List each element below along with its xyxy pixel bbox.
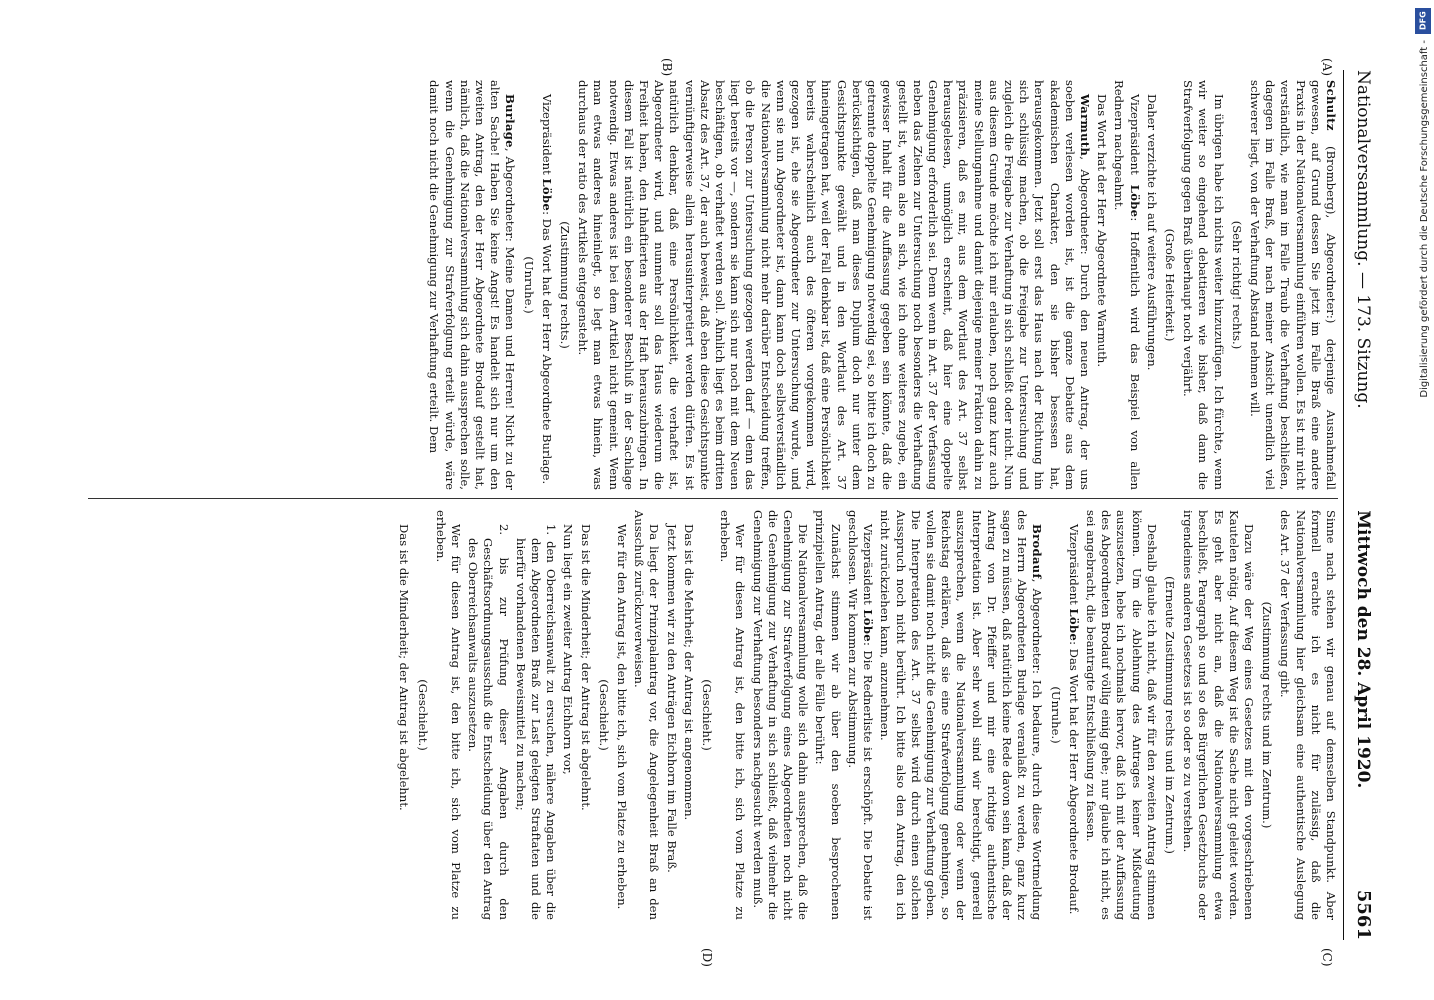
motion-item xyxy=(465,510,511,920)
page-header xyxy=(1348,70,1374,940)
paragraph-prefix: Vizepräsident xyxy=(861,524,876,610)
paragraph-text: Nun liegt ein zweiter Antrag Eichhorn vor, xyxy=(561,524,576,775)
paragraph xyxy=(845,510,875,920)
digitization-note: Digitalisierung gefördert durch die Deutsche Forschungsgemeinschaft - xyxy=(1419,40,1430,398)
paragraph xyxy=(539,80,554,490)
paragraph-text: Im übrigen habe ich nichts weiter hinzuzufügen. Ich fürchte, wenn wir weiter so eingehend debattieren wie bisher, daß dann die Strafverfolgung gegen Braß überhaupt noch verjährt. xyxy=(1181,80,1226,490)
paragraph-text: Das ist die Mehrheit; der Antrag ist angenommen. xyxy=(681,524,696,821)
interjection xyxy=(1047,510,1062,920)
speaker-name: Löbe xyxy=(861,609,876,642)
header-title: Nationalversammlung. — 173. Sitzung. xyxy=(1353,70,1373,409)
paragraph-text: , Abgeordneter: Meine Damen und Herren! Nicht zu der alten Sache! Haben Sie keine Angst! Es handelt sich nur um den zweiten Antrag, den der Herr Abgeordnete Brodauf gestellt hat, nämlich, daß die Nationalversammlung sich dahin aussprechen solle, wenn die Genehmigung zur Strafverfolgung erteilt würde, wäre damit noch nicht die Genehmigung zur Verhaftung erteilt. Dem xyxy=(427,80,518,490)
paragraph-text: : Das Wort hat der Herr Abgeordnete Brodauf. xyxy=(1066,641,1081,915)
paragraph-text: Jetzt kommen wir zu den Anträgen Eichhorn im Falle Braß. xyxy=(664,524,679,873)
paragraph xyxy=(1094,80,1109,490)
right-column xyxy=(88,510,1338,920)
paragraph-text: Das ist die Minderheit; der Antrag ist abgelehnt. xyxy=(397,524,412,811)
paragraph-text: (Geschieht.) xyxy=(700,679,715,751)
interjection xyxy=(1162,510,1177,920)
page-number: 5561 xyxy=(1353,889,1374,940)
paragraph-text: (Bromberg), Abgeordneter:) derjenige Ausnahmefall gewesen, auf Grund dessen Sie jetzt im Falle Braß eine andere Praxis in der Nationalversammlung einführen wollen. Es ist mir nicht verständlich, wie man im Falle Traub die Verhaftung beschließen, dagegen im Falle Braß, der nach meiner Ansicht unendlich viel schwerer liegt, von der Verhaftung Abstand nehmen will. xyxy=(1247,80,1338,490)
margin-marker-a: (A) xyxy=(1320,58,1334,77)
paragraph-text: (Geschieht.) xyxy=(415,679,430,751)
paragraph-text: (Erneute Zustimmung rechts und im Zentrum.) xyxy=(1162,576,1177,854)
paragraph xyxy=(1083,510,1159,920)
header-rule xyxy=(1343,70,1344,940)
paragraph xyxy=(1144,80,1159,490)
header-date: Mittwoch den 28. April 1920. xyxy=(1353,510,1373,789)
paragraph xyxy=(577,510,592,920)
speaker-name: Löbe xyxy=(1127,184,1142,218)
paragraph-text: (Geschieht.) xyxy=(596,679,611,751)
paragraph xyxy=(560,510,575,920)
paragraph xyxy=(631,510,661,920)
paragraph-text: Das ist die Minderheit; der Antrag ist abgelehnt. xyxy=(578,524,593,811)
paragraph-text: : Hoffentlich wird das Beispiel von allen Rednern nachgeahmt. xyxy=(1112,80,1142,490)
speaker-name: Löbe xyxy=(539,178,554,212)
paragraph-text: Sinne nach stehen wir genau auf demselben Standpunkt. Aber formell erachte ich es nicht für zulässig, daß die Nationalversammlung hier gleichsam eine authentische Auslegung des Art. 37 der Verfassung gibt. xyxy=(1278,510,1338,920)
paragraph-text: Das Wort hat der Herr Abgeordnete Warmuth. xyxy=(1095,94,1110,368)
paragraph xyxy=(812,510,842,920)
paragraph xyxy=(1066,510,1081,920)
speaker-name: Warmuth xyxy=(1077,94,1092,157)
paragraph xyxy=(681,510,696,920)
interjection xyxy=(1162,80,1177,490)
paragraph-text: (Zustimmung rechts und im Zentrum.) xyxy=(1260,601,1275,829)
dfg-logo: DFG xyxy=(1415,8,1431,34)
paragraph-text: (Große Heiterkeit.) xyxy=(1162,228,1177,342)
paragraph xyxy=(663,510,678,920)
speaker-name: Brodauf xyxy=(1030,524,1045,579)
paragraph-prefix: Vizepräsident xyxy=(539,94,554,179)
speaker-name: Schultz xyxy=(1324,80,1338,131)
paragraph-text: (Zustimmung rechts.) xyxy=(558,221,573,349)
interjection xyxy=(596,510,611,920)
margin-marker-d: (D) xyxy=(700,948,714,967)
paragraph xyxy=(877,510,1044,920)
paragraph xyxy=(1111,80,1141,490)
paragraph-text: Dazu wäre der Weg eines Gesetzes mit den vorgeschriebenen Kautelen nötig. Auf diesem Weg ist die Sache nicht geleitet worden. Es geht aber nicht an, daß die Nationalversammlung etwa beschließt, Paragraph so und so des Bürgerlichen Gesetzbuchs oder irgendeines anderen Gesetzes ist so oder so zu verstehen. xyxy=(1181,510,1256,920)
paragraph xyxy=(614,510,629,920)
paragraph xyxy=(1180,510,1256,920)
paragraph xyxy=(1247,80,1338,490)
paragraph-text: Daher verzichte ich auf weitere Ausführungen. xyxy=(1144,94,1159,371)
interjection xyxy=(414,510,429,920)
paragraph-text: 1. den Oberreichsanwalt zu ersuchen, nähere Angaben über die dem Abgeordneten Braß zur Last gelegten Straftaten und die hierfür vorhandenen Beweismittel zu machen; xyxy=(513,524,559,920)
paragraph-text: : Die Rednerliste ist erschöpft. Die Debatte ist geschlossen. Wir kommen zur Abstimmung. xyxy=(845,510,876,920)
paragraph xyxy=(396,510,411,920)
column-divider xyxy=(88,498,1338,499)
paragraph-text: Die Nationalversammlung wolle sich dahin aussprechen, daß die Genehmigung zur Strafverfolgung eines Abgeordneten noch nicht die Genehmigung zur Verhaftung in sich schließt, daß vielmehr die Genehmigung zur Verhaftung besonders nachgesucht werden muß. xyxy=(750,510,811,920)
paragraph-text: Da liegt der Prinzipalantrag vor, die Angelegenheit Braß an den Ausschuß zurückzuverweisen. xyxy=(632,510,662,920)
paragraph-text: 2. bis zur Prüfung dieser Angaben durch den Geschäftsordnungsausschuß die Entscheidung über den Antrag des Oberreichsanwalts auszusetzen. xyxy=(466,524,511,920)
interjection xyxy=(699,510,714,920)
interjection xyxy=(520,80,535,490)
paragraph-text: Zunächst stimmen wir ab über den soeben besprochenen prinzipiellen Antrag, der alle Fälle berührt: xyxy=(813,510,843,920)
paragraph-prefix: Vizepräsident xyxy=(1127,94,1142,185)
interjection xyxy=(1229,80,1244,490)
paragraph xyxy=(426,80,517,490)
speaker-name: Burlage xyxy=(503,94,518,148)
paragraph-text: Wer für diesen Antrag ist, den bitte ich, sich vom Platze zu erheben. xyxy=(433,510,464,920)
paragraph-text: , Abgeordneter: Durch den neuen Antrag, der uns soeben verlesen worden ist, ist die ganze Debatte aus dem akademischen Charakter, den sie bisher besessen hat, herausgekommen. Jetzt soll erst das Haus nach der Richtung hin sich schlüssig machen, ob die Freigabe zur Untersuchung und zugleich die Freigabe zur Verhaftung in sich schließt oder nicht. Nun aus diesem Grunde möchte ich mir erlauben, noch ganz kurz auch meine Stellungnahme und damit diejenige meiner Fraktion dahin zu präzisieren, daß es mir, aus dem Wortlaut des Art. 37 selbst herausgelesen, unmöglich erscheint, daß hier eine doppelte Genehmigung erforderlich sei. Denn wenn in Art. 37 der Verfassung neben das Ziehen zur Untersuchung noch besonders die Verhaftung gestellt ist, wenn also an sich, wie ich ohne weiteres zugebe, ein gewisser Inhalt für die Auffassung gegeben sein könnte, daß die getrennte doppelte Genehmigung notwendig sei, so bitte ich doch zu berücksichtigen, daß man dieses Duplum doch nur unter dem Gesichtspunkte gewählt und in den Wortlaut des Art. 37 hineingetragen hat, weil der Fall denkbar ist, daß eine Persönlichkeit bereits wahrscheinlich auch des öfteren vorgekommen wird, gezogen ist, ehe sie Abgeordneter zur Untersuchung wurde, und wenn sie nun Abgeordneter ist, dann kann doch selbstverständlich die Nationalversammlung nicht mehr darüber Entscheidung treffen, ob die Person zur Untersuchung gezogen werden darf — denn das liegt bereits vor —, sondern sie kann sich nur noch mit dem Neuen beschäftigen, ob verhaftet werden soll. Ähnlich liegt es beim dritten Absatz des Art. 37, der auch beweist, daß eben diese Gesichtspunkte vernünftigerweise allein herausinterpretiert werden dürfen. Es ist natürlich denkbar, daß eine Persönlichkeit, die verhaftet ist, Abgeordneter wird, und nunmehr soll das Haus wiederum die Freiheit haben, den Inhaftierten aus der Haft herauszubringen. In diesem Fall ist natürlich ein besonderer Beschluß in der Sachlage notwendig. Etwas anderes ist bei dem Artikel nicht gemeint. Wenn man etwas anderes hineinlegt, so legt man etwas hinein, was durchaus der ratio des Artikels entgegensteht. xyxy=(576,80,1092,490)
paragraph-text: Deshalb glaube ich nicht, daß wir für den zweiten Antrag stimmen können. Um die Ablehnung des Antrages keiner Mißdeutung auszusetzen, hebe ich nochmals hervor, daß ich mit der Auffassung des Abgeordneten Brodauf völlig einig gehe; nur glaube ich nicht, es sei angebracht, die beantragte Entschließung zu fassen. xyxy=(1083,510,1159,920)
paragraph-prefix: Vizepräsident xyxy=(1066,524,1081,609)
paragraph xyxy=(717,510,747,920)
paragraph-text: (Sehr richtig! rechts.) xyxy=(1229,220,1244,350)
paragraph-text: (Unruhe.) xyxy=(1048,686,1063,744)
left-column xyxy=(88,80,1338,490)
paragraph xyxy=(749,510,810,920)
margin-marker-c: (C) xyxy=(1320,948,1334,967)
paragraph-text: : Das Wort hat der Herr Abgeordnete Burlage. xyxy=(539,211,554,485)
paragraph-text: Wer für den Antrag ist, den bitte ich, sich vom Platze zu erheben. xyxy=(615,524,630,910)
interjection xyxy=(1259,510,1274,920)
interjection xyxy=(557,80,572,490)
speaker-name: Löbe xyxy=(1066,608,1081,642)
motion-item xyxy=(513,510,559,920)
paragraph-text: Wer für diesen Antrag ist, den bitte ich, sich vom Platze zu erheben. xyxy=(718,510,748,920)
paragraph xyxy=(433,510,463,920)
paragraph-text: (Unruhe.) xyxy=(521,256,536,314)
paragraph xyxy=(1180,80,1226,490)
margin-marker-b: (B) xyxy=(660,58,674,77)
paragraph xyxy=(1277,510,1338,920)
paragraph-text: , Abgeordneter: Ich bedaure, durch diese Wortmeldung des Herrn Abgeordneten Burlage veranlaßt zu werden, ganz kurz sagen zu müssen, daß natürlich keine Rede davon sein kann, daß der Antrag von Dr. Pfeiffer und mir eine richtige authentische Interpretation ist. Aber sehr wohl sind wir berechtigt, generell auszusprechen, wenn die Nationalversammlung oder wenn der Reichstag erklären, daß sie eine Strafverfolgung genehmigen, so wollen sie damit noch nicht die Genehmigung zur Verhaftung geben. Die Interpretation des Art. 37 selbst wird durch einen solchen Ausspruch noch nicht berührt. Ich bitte also den Antrag, den ich nicht zurückziehen kann, anzunehmen. xyxy=(878,510,1045,920)
digitization-margin xyxy=(1410,0,1434,1000)
paragraph xyxy=(575,80,1092,490)
